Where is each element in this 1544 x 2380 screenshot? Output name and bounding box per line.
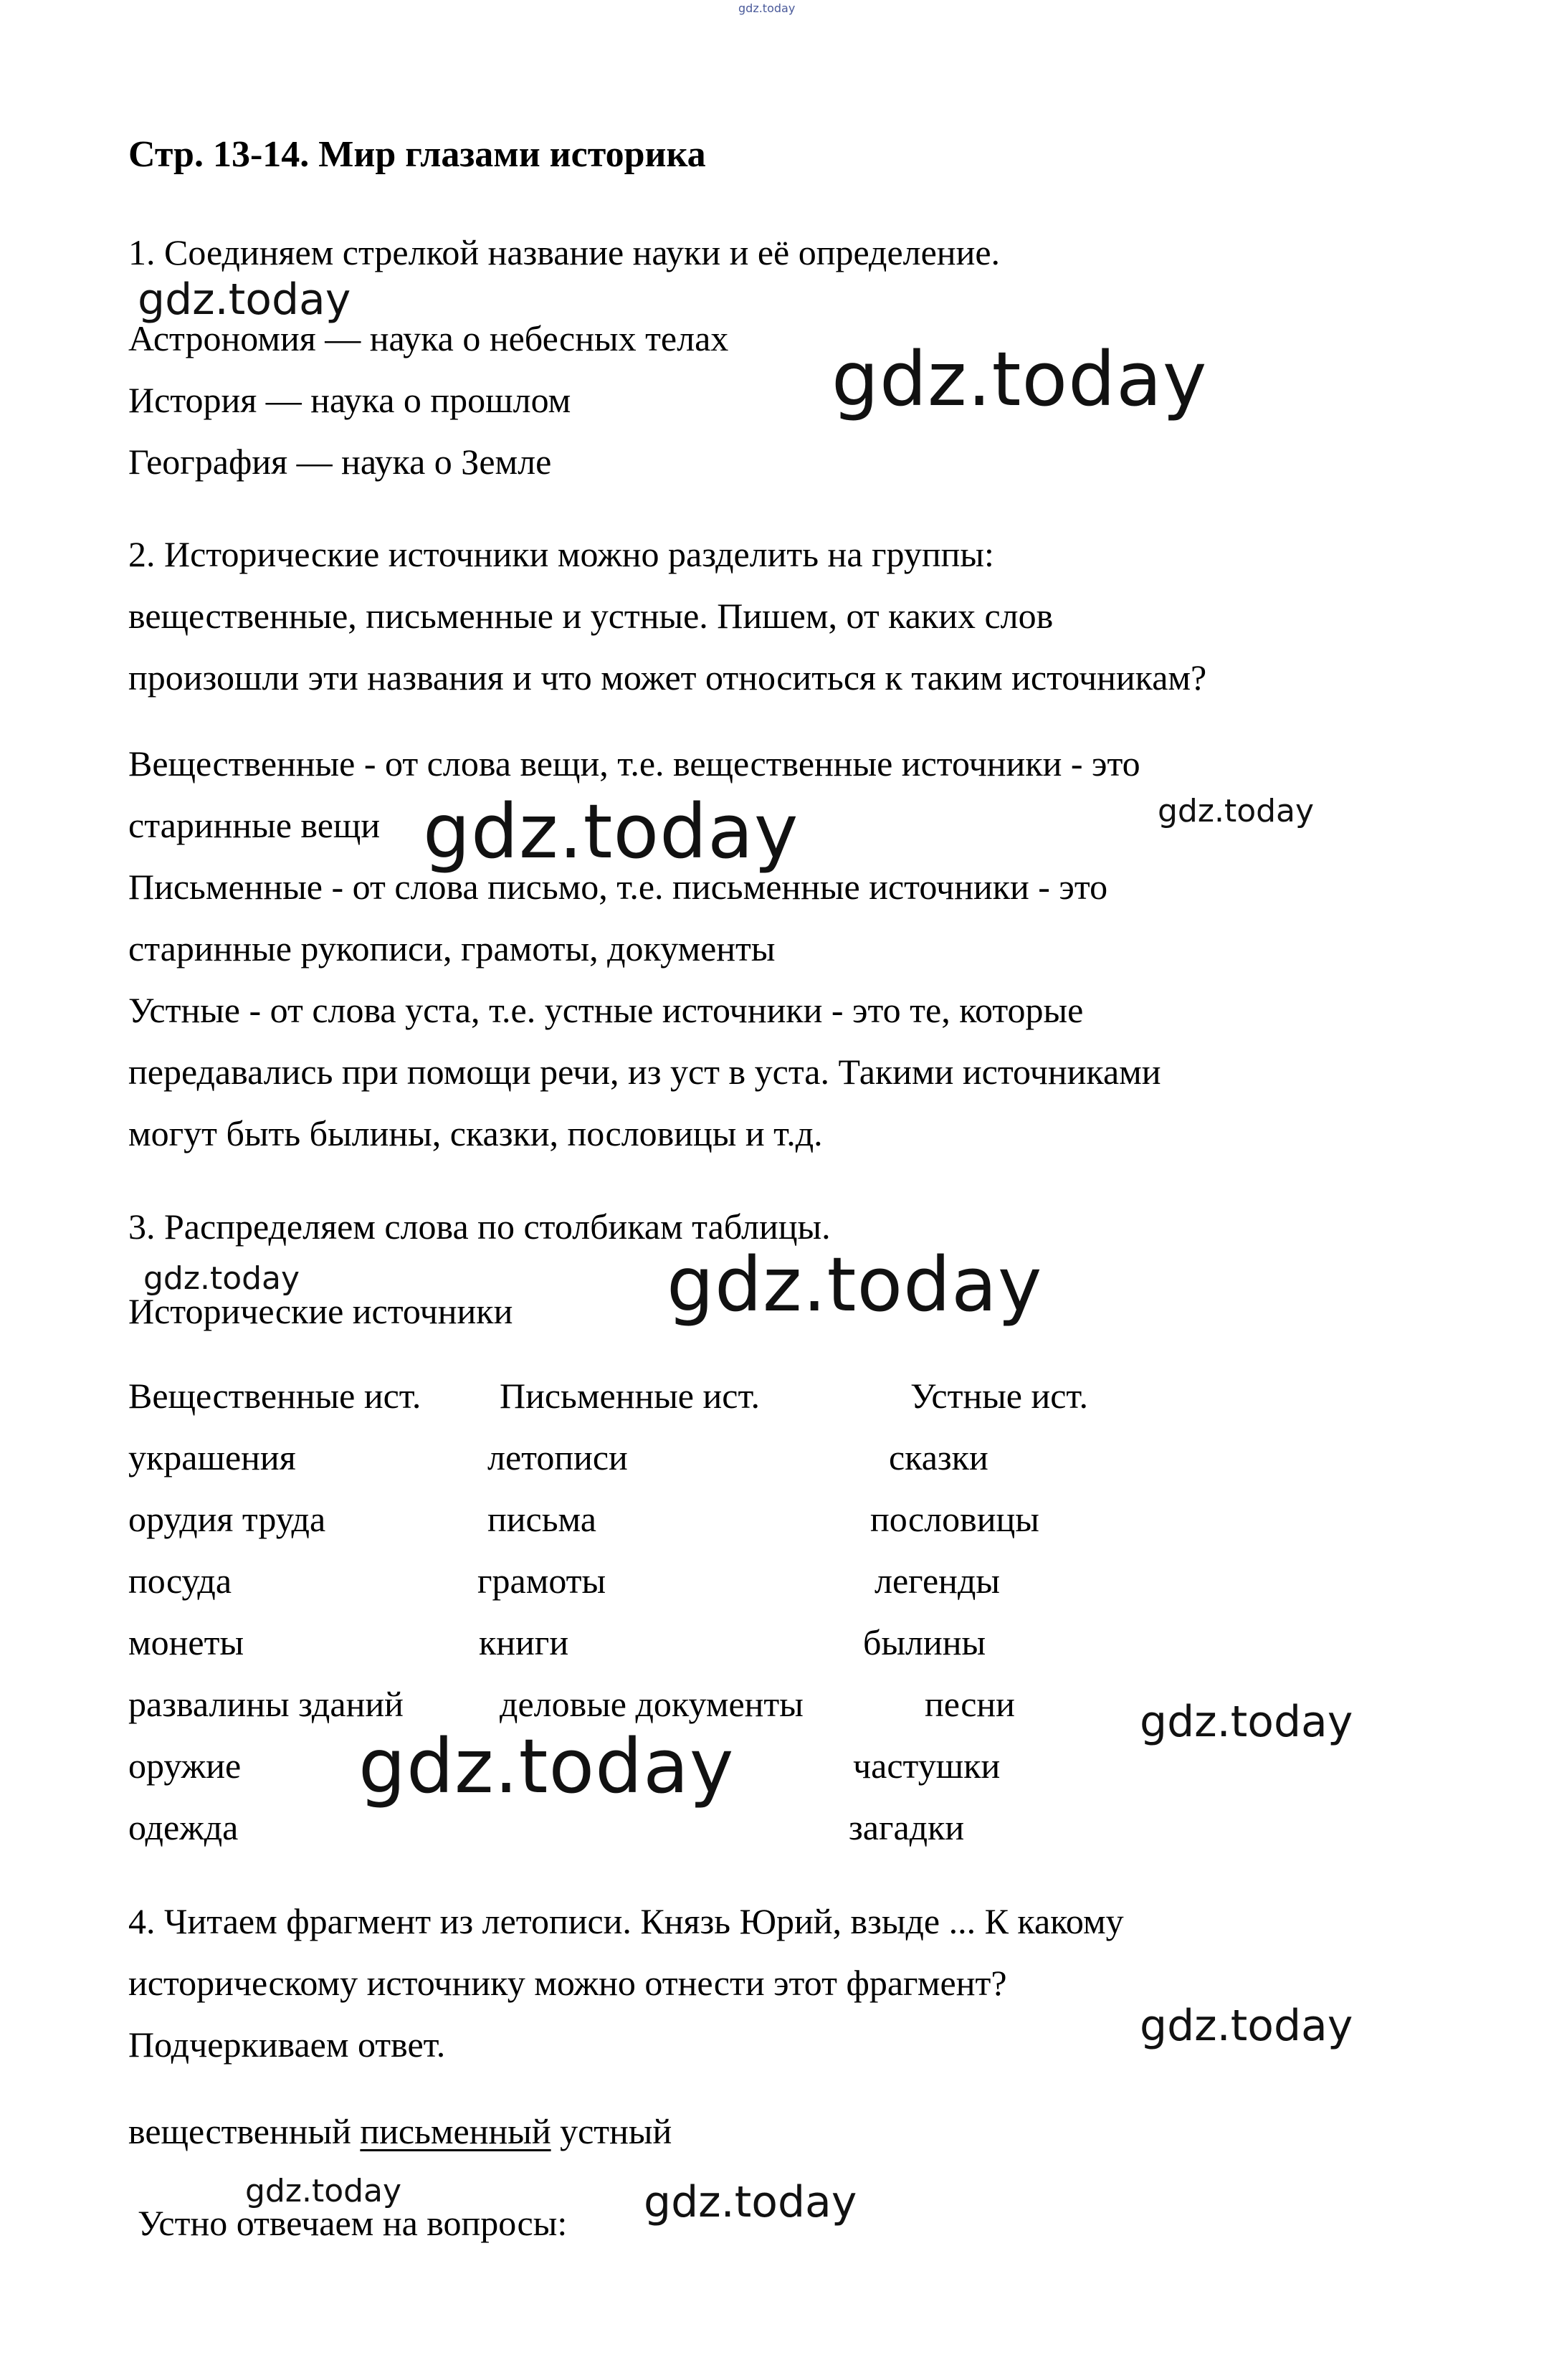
table-cell: книги [479,1622,569,1662]
watermark: gdz.today [1140,2001,1353,2051]
task2-heading-line: 2. Исторические источники можно разделить на группы: [128,534,994,574]
task2-answer-line: могут быть былины, сказки, пословицы и т.д. [128,1113,823,1153]
answer-options [128,2113,672,2149]
table-cell: деловые документы [500,1684,804,1724]
table-header-material: Вещественные ист. [128,1376,421,1416]
task1-line: Астрономия — наука о небесных телах [128,318,729,358]
task2-answer-line: Письменные - от слова письмо, т.е. письменные источники - это [128,867,1108,907]
table-cell: грамоты [477,1561,606,1601]
task3-heading: 3. Распределяем слова по столбикам таблицы. [128,1206,831,1247]
table-cell: украшения [128,1437,296,1477]
table-header-oral: Устные ист. [910,1376,1089,1416]
table-cell: песни [925,1684,1015,1724]
task2-answer-line: передавались при помощи речи, из уст в уста. Такими источниками [128,1052,1161,1092]
watermark: gdz.today [1140,1697,1353,1747]
table-cell: орудия труда [128,1499,326,1539]
watermark: gdz.today [143,1260,300,1297]
table-header-written: Письменные ист. [500,1376,761,1416]
table-cell: монеты [128,1622,244,1662]
watermark: gdz.today [831,335,1208,423]
watermark: gdz.today [1158,793,1315,829]
task1-line: География — наука о Земле [128,442,552,482]
table-cell: одежда [128,1807,239,1847]
table-cell: летописи [487,1437,628,1477]
task2-answer-line: старинные рукописи, грамоты, документы [128,928,776,968]
table-cell: посуда [128,1561,232,1601]
watermark: gdz.today [138,275,351,325]
option-written-underlined: письменный [360,2111,551,2151]
watermark: gdz.today [358,1723,735,1810]
table-cell: загадки [849,1807,965,1847]
task4-heading-line: Подчеркиваем ответ. [128,2024,446,2065]
table-cell: письма [487,1499,597,1539]
task2-heading-line: вещественные, письменные и устные. Пишем, от каких слов [128,596,1054,636]
option-oral: устный [560,2111,672,2151]
task2-answer-line: старинные вещи [128,805,381,845]
task2-answer-line: Устные - от слова уста, т.е. устные источники - это те, которые [128,990,1084,1030]
table-cell: пословицы [870,1499,1039,1539]
watermark: gdz.today [667,1241,1043,1328]
table-cell: былины [863,1622,986,1662]
task4-heading-line: 4. Читаем фрагмент из летописи. Князь Юрий, взыде ... К какому [128,1901,1124,1941]
page-title: Стр. 13-14. Мир глазами историка [128,134,706,175]
watermark: gdz.today [644,2177,857,2227]
table-cell: частушки [853,1746,1001,1786]
task1-line: История — наука о прошлом [128,380,571,420]
table-cell: развалины зданий [128,1684,404,1724]
watermark: gdz.today [423,788,799,875]
task2-answer-line: Вещественные - от слова вещи, т.е. вещественные источники - это [128,743,1140,784]
table-cell: сказки [889,1437,988,1477]
option-material: вещественный [128,2111,351,2151]
table-cell: легенды [875,1561,1000,1601]
oral-questions-prompt: Устно отвечаем на вопросы: [138,2203,568,2243]
task4-heading-line: историческому источнику можно отнести этот фрагмент? [128,1963,1007,2003]
table-cell: оружие [128,1746,242,1786]
table-title: Исторические источники [128,1291,513,1331]
task2-heading-line: произошли эти названия и что может относиться к таким источникам? [128,657,1207,698]
watermark: gdz.today [245,2173,402,2209]
task1-heading: 1. Соединяем стрелкой название науки и её определение. [128,232,1001,272]
header-watermark: gdz.today [738,1,796,15]
